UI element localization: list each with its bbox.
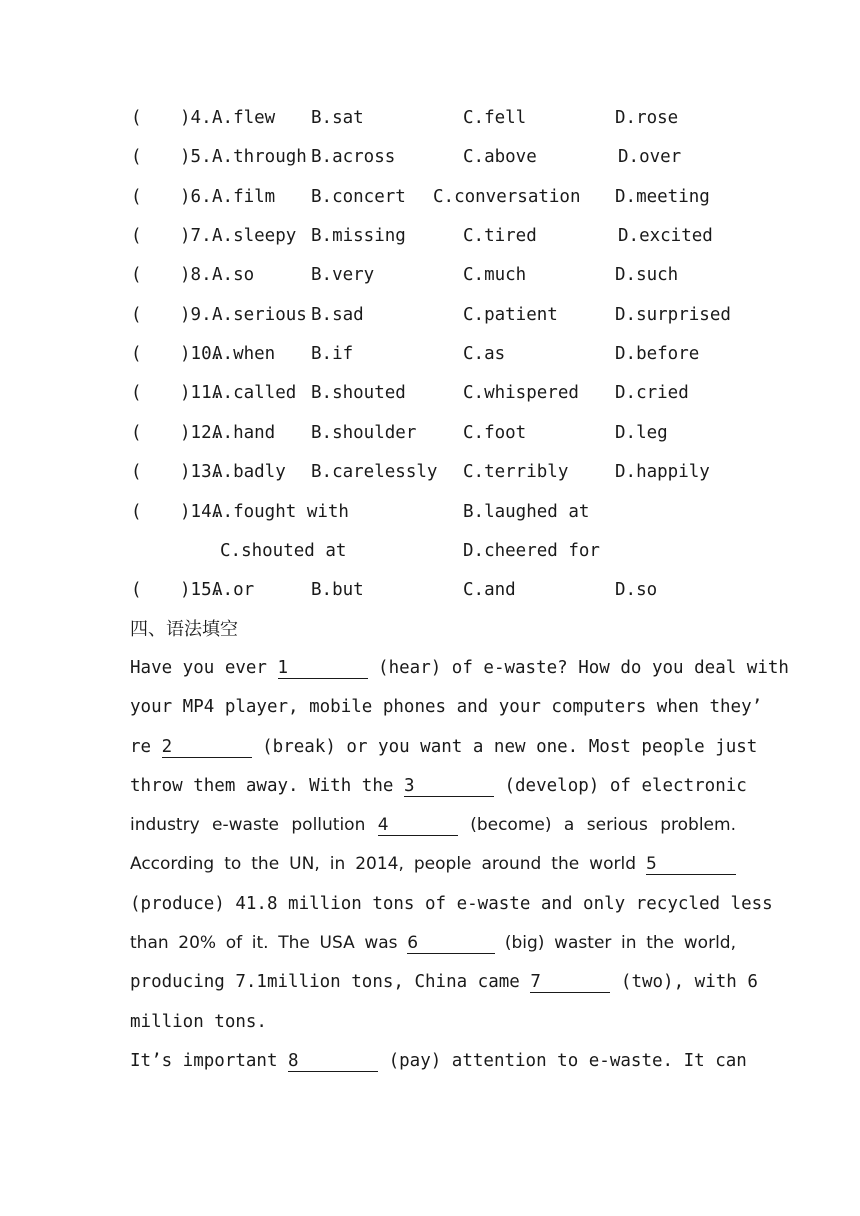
passage-line-11 (130, 1042, 747, 1081)
option: A.when (212, 344, 276, 365)
question-number: )10. (180, 344, 223, 365)
blank-7[interactable]: 7 (530, 972, 610, 993)
question-number: )11. (180, 383, 223, 404)
option: B.sad (311, 304, 364, 325)
answer-paren[interactable]: ( (131, 501, 142, 522)
answer-paren[interactable]: ( (131, 147, 142, 168)
option: D.such (615, 265, 679, 286)
answer-paren[interactable]: ( (131, 304, 142, 325)
option: A.hand (212, 422, 276, 443)
option: C.conversation (433, 186, 581, 207)
grammar-passage (130, 649, 789, 1081)
option: C.as (463, 344, 506, 365)
choice-row (0, 105, 860, 131)
option: A.film (212, 186, 276, 207)
answer-paren[interactable]: ( (131, 383, 142, 404)
question-number: )9. (180, 304, 212, 325)
passage-line-5 (130, 806, 736, 845)
choice-row (0, 144, 860, 170)
passage-line-10 (130, 1003, 736, 1042)
question-number: )6. (180, 186, 212, 207)
option: D.meeting (615, 186, 710, 207)
passage-text: (develop) of electronic (493, 775, 747, 796)
option: D.over (618, 147, 682, 168)
passage-text: (big) waster in the world, (495, 933, 736, 954)
answer-paren[interactable]: ( (131, 422, 142, 443)
option: D.before (615, 344, 700, 365)
question-number: )8. (180, 265, 212, 286)
passage-text: (produce) 41.8 million tons of e-waste and only recycled less (130, 893, 773, 914)
blank-6[interactable]: 6 (407, 933, 495, 954)
option: B.carelessly (311, 462, 438, 483)
passage-line-2 (130, 688, 763, 727)
blank-5[interactable]: 5 (646, 854, 736, 875)
option: D.surprised (615, 304, 731, 325)
option: B.shouted (311, 383, 406, 404)
choice-row (0, 459, 860, 485)
question-number: )12. (180, 422, 223, 443)
question-number: )15. (180, 580, 223, 601)
choice-row (0, 184, 860, 210)
choice-row (0, 499, 860, 525)
blank-1[interactable]: 1 (278, 658, 368, 679)
choice-row (0, 262, 860, 288)
question-number: )13. (180, 462, 223, 483)
passage-text: producing 7.1million tons, China came (130, 972, 531, 993)
option: C.foot (463, 422, 527, 443)
question-number: )14. (180, 501, 223, 522)
option: B.laughed at (463, 501, 590, 522)
option: B.missing (311, 226, 406, 247)
choice-row (0, 223, 860, 249)
answer-paren[interactable]: ( (131, 186, 142, 207)
question-number: )7. (180, 226, 212, 247)
passage-text: than 20% of it. The USA was (130, 933, 408, 954)
answer-paren[interactable]: ( (131, 265, 142, 286)
passage-line-8 (130, 924, 736, 963)
question-number: )5. (180, 147, 212, 168)
choice-row (0, 538, 860, 564)
option: B.concert (311, 186, 406, 207)
option: C.much (463, 265, 527, 286)
option: C.whispered (463, 383, 579, 404)
passage-text: (two), with 6 (610, 972, 758, 993)
choice-row (0, 420, 860, 446)
option: A.fought with (212, 501, 349, 522)
answer-paren[interactable]: ( (131, 344, 142, 365)
option: B.but (311, 580, 364, 601)
passage-text: Have you ever (130, 658, 278, 678)
choice-row (0, 302, 860, 328)
option: A.sleepy (212, 226, 297, 247)
option: C.tired (463, 226, 537, 247)
option: C.and (463, 580, 516, 601)
option: D.rose (615, 108, 679, 128)
option: A.so (212, 265, 255, 286)
blank-4[interactable]: 4 (378, 815, 458, 836)
option: C.patient (463, 304, 558, 325)
blank-3[interactable]: 3 (404, 776, 494, 797)
passage-line-6 (130, 845, 736, 884)
passage-line-7 (130, 885, 773, 924)
question-number: )4. (180, 108, 212, 128)
option: A.called (212, 383, 297, 404)
option: C.above (463, 147, 537, 168)
option: D.leg (615, 422, 668, 443)
passage-text: (hear) of e-waste? How do you deal with (367, 658, 789, 678)
option: A.flew (212, 108, 276, 128)
option: B.if (311, 344, 354, 365)
choice-row (0, 380, 860, 406)
passage-text: re (130, 736, 162, 757)
option: A.badly (212, 462, 286, 483)
option: C.fell (463, 108, 527, 128)
option: B.across (311, 147, 396, 168)
passage-line-4 (130, 767, 747, 806)
blank-2[interactable]: 2 (162, 737, 252, 758)
option: A.through (212, 147, 307, 168)
option: D.so (615, 580, 658, 601)
blank-8[interactable]: 8 (288, 1051, 378, 1072)
passage-line-3 (130, 728, 758, 767)
answer-paren[interactable]: ( (131, 108, 142, 128)
choice-row (0, 577, 860, 603)
passage-line-1 (130, 649, 789, 688)
option: B.sat (311, 108, 364, 128)
answer-paren[interactable]: ( (131, 226, 142, 247)
option: C.terribly (463, 462, 569, 483)
option: C.shouted at (220, 540, 347, 561)
passage-text: industry e-waste pollution (130, 815, 378, 836)
option: D.excited (618, 226, 713, 247)
passage-text: your MP4 player, mobile phones and your computers when they’ (130, 697, 763, 718)
passage-text: According to the UN, in 2014, people around the world (130, 854, 646, 875)
passage-text: throw them away. With the (130, 775, 404, 796)
passage-text: It’s important (130, 1050, 289, 1071)
option: A.serious (212, 304, 307, 325)
passage-text: million tons. (130, 1011, 267, 1032)
answer-paren[interactable]: ( (131, 580, 142, 601)
option: A.or (212, 580, 255, 601)
section-heading: 四、语法填空 (130, 619, 238, 640)
option: D.happily (615, 462, 710, 483)
passage-text: (break) or you want a new one. Most people just (251, 736, 758, 757)
answer-paren[interactable]: ( (131, 462, 142, 483)
passage-text: (pay) attention to e-waste. It can (378, 1050, 747, 1071)
option: D.cheered for (463, 540, 600, 561)
passage-text: (become) a serious problem. (457, 815, 736, 836)
passage-line-9 (130, 963, 758, 1002)
option: D.cried (615, 383, 689, 404)
option: B.very (311, 265, 375, 286)
option: B.shoulder (311, 422, 417, 443)
choice-row (0, 341, 860, 367)
